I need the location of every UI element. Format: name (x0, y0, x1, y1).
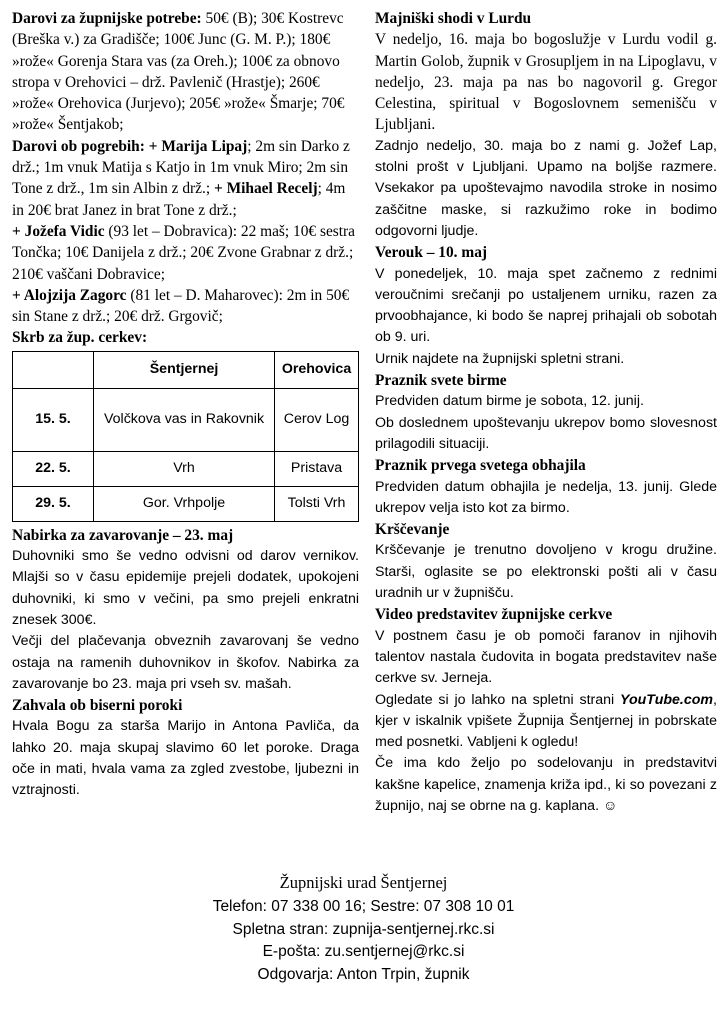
right-column (375, 8, 717, 817)
skrb-table (12, 351, 359, 522)
video-paragraph-2 (375, 690, 717, 754)
obhajilo-paragraph: Predviden datum obhajila je nedelja, 13. junij. Glede ukrepov velja isto kot za birmo. (375, 478, 717, 516)
table-header-sentjernej: Šentjernej (94, 351, 275, 388)
table-cell-orehovica: Pristava (275, 451, 359, 486)
lurd-paragraph-1: V nedeljo, 16. maja bo bogoslužje v Lurdu vodil g. Martin Golob, župnik v Grosupljem in na Lipoglavu, v nedeljo, 23. maja pa nas bo nagovoril g. Gregor Celestina, spiritual v Bogoslovnem semenišču v Ljubljani. (375, 31, 717, 134)
pogrebi-text-3: (93 let – Dobravica): 22 maš; 10€ sestra Tončka; 10€ Danijela z drž.; 20€ Zvone Grabnar z drž.; 210€ vaščani Dobravice; (12, 222, 356, 283)
krst-title: Krščevanje (375, 521, 450, 539)
nabirka-paragraph-1: Duhovniki smo še vedno odvisni od darov vernikov. Mlajši so v času epidemije prejeli dodatek, upokojeni duhovniki, ki smo v večini, pa smo prejeli enkratni znesek 300€. (12, 548, 359, 628)
pogrebi-paragraph (12, 136, 359, 328)
footer-title: Župnijski urad Šentjernej (279, 873, 448, 892)
obhajilo-title: Praznik prvega svetega obhajila (375, 457, 586, 475)
table-cell-date: 29. 5. (13, 486, 94, 521)
pogrebi-text-4: (81 let – D. Maharovec): 2m in 50€ sin Stane z drž.; 20€ drž. Grgovič; (12, 286, 350, 326)
table-cell-orehovica: Tolsti Vrh (275, 486, 359, 521)
left-column (12, 8, 359, 802)
birma-title: Praznik svete birme (375, 372, 507, 390)
pogrebi-text-2: ; 4m in 20€ brat Janez in brat Tone z drž.; (12, 180, 346, 219)
nabirka-paragraph-2: Večji del plačevanja obveznih zavarovanj še vedno ostaja na ramenih duhovnikov in škofov. Nabirka za zavarovanje bo 23. maja pri vseh sv. mašah. (12, 633, 359, 692)
skrb-title: Skrb za žup. cerkev: (12, 329, 148, 347)
youtube-link[interactable]: YouTube.com (620, 691, 714, 708)
video-paragraph-3: Če ima kdo željo po sodelovanju in predstavitvi kakšne kapelice, znamenja križa ipd., ki so povezani z župnijo, naj se obrne na g. kaplana. ☺ (375, 755, 717, 814)
table-row (13, 388, 359, 451)
footer-odgovarja: Odgovarja: Anton Trpin, župnik (257, 965, 470, 983)
table-cell-sentjernej: Volčkova vas in Rakovnik (94, 388, 275, 451)
verouk-paragraph-2: Urnik najdete na župnijski spletni strani. (375, 350, 625, 367)
pogrebi-name-2: + Mihael Recelj (213, 180, 318, 198)
darovi-potrebe-text: 50€ (B); 30€ Kostrevc (Breška v.) za Gradišče; 100€ Junc (G. M. P.); 180€ »rože« Gorenja Stara vas (za Oreh.); 100€ za obnovo stropa v Orehovici – drž. Pavlenič (Hrastje); 260€ »rože« Orehovica (Jurjevo); 205€ »rože« Šmarje; 70€ »rože« Šentjakob; (12, 10, 345, 134)
table-header-row (13, 351, 359, 388)
lurd-paragraph-2: Zadnjo nedeljo, 30. maja bo z nami g. Jožef Lap, stolni prošt v Ljubljani. Upamo na boljše razmere. Vsekakor pa upoštevajmo navodila stroke in nosimo zaščitne maske, si razkužimo roke in bodimo odgovorni ljudje. (375, 137, 717, 239)
zahvala-paragraph: Hvala Bogu za starša Marijo in Antona Pavliča, da lahko 20. maja skupaj slavimo 60 let poroke. Draga oče in mati, hvala vama za zgled zvestobe, ljubezni in vztrajnosti. (12, 718, 359, 799)
footer-spletna-stran[interactable]: Spletna stran: zupnija-sentjernej.rkc.si (232, 920, 495, 938)
video-title: Video predstavitev župnijske cerkve (375, 606, 613, 624)
pogrebi-name-4: + Alojzija Zagorc (12, 286, 127, 304)
table-cell-orehovica: Cerov Log (275, 388, 359, 451)
nabirka-title: Nabirka za zavarovanje – 23. maj (12, 526, 234, 544)
verouk-paragraph-1: V ponedeljek, 10. maja spet začnemo z rednimi veroučnimi srečanji po ustaljenem urniku, razen za prvoobhajance, ki bodo še naprej prihajali ob sobotah ob 9. uri. (375, 265, 717, 346)
table-header-empty (13, 351, 94, 388)
video-paragraph-1: V postnem času je ob pomoči faranov in njihovih talentov nastala čudovita in bogata predstavitev naše cerkve sv. Jerneja. (375, 627, 717, 687)
lurd-title: Majniški shodi v Lurdu (375, 10, 532, 27)
table-row (13, 451, 359, 486)
table-header-orehovica: Orehovica (275, 351, 359, 388)
video-paragraph-2-start: Ogledate si jo lahko na spletni strani (375, 691, 621, 708)
footer-eposta[interactable]: E-pošta: zu.sentjernej@rkc.si (262, 943, 465, 960)
footer (0, 870, 727, 986)
pogrebi-text-1: ; 2m sin Darko z drž.; 1m vnuk Matija s Katjo in 1m vnuk Miro; 2m sin Tone z drž., 1m sin Albin z drž.; (12, 137, 350, 198)
table-cell-sentjernej: Vrh (94, 451, 275, 486)
darovi-potrebe-paragraph (12, 8, 359, 136)
birma-paragraph-1: Predviden datum birme je sobota, 12. junij. (375, 393, 644, 410)
birma-paragraph-2: Ob doslednem upoštevanju ukrepov bomo slovesnost prilagodili situaciji. (375, 414, 717, 452)
footer-telefon: Telefon: 07 338 00 16; Sestre: 07 308 10 01 (212, 898, 515, 915)
verouk-title: Verouk – 10. maj (375, 244, 488, 262)
pogrebi-title: Darovi ob pogrebih: (12, 137, 145, 155)
pogrebi-name-3: + Jožefa Vidic (12, 222, 105, 240)
darovi-potrebe-title: Darovi za župnijske potrebe: (12, 10, 202, 27)
table-cell-date: 15. 5. (13, 388, 94, 451)
table-cell-sentjernej: Gor. Vrhpolje (94, 486, 275, 521)
pogrebi-name-1: + Marija Lipaj (148, 137, 248, 155)
krst-paragraph: Krščevanje je trenutno dovoljeno v krogu družine. Starši, oglasite se po elektronski pošti ali v času uradnih ur v župnišču. (375, 542, 717, 602)
video-paragraph-2-end: , kjer v iskalnik vpišete Župnija Šentjernej in pobrskate med posnetki. Vabljeni k ogledu! (375, 691, 717, 751)
table-row (13, 486, 359, 521)
table-cell-date: 22. 5. (13, 451, 94, 486)
zahvala-title: Zahvala ob biserni poroki (12, 697, 183, 715)
